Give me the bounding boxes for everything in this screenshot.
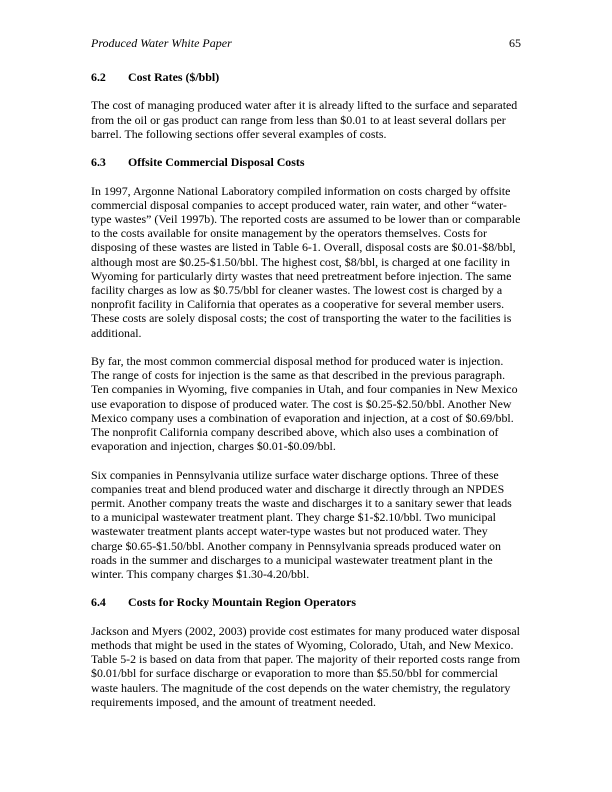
paragraph: Jackson and Myers (2002, 2003) provide cost estimates for many produced water disposal methods that might be used in the states of Wyoming, Colorado, Utah, and New Mexico. Table 5-2 is based on data from that paper. The majority of their reported costs range from $0.01/bbl for surface discharge or evaporation to more than $5.50/bbl for commercial waste haulers. The magnitude of the cost depends on the water chemistry, the regulatory requirements imposed, and the amount of treatment needed. — [91, 623, 521, 709]
section-title: Cost Rates ($/bbl) — [128, 70, 220, 84]
section-number: 6.4 — [91, 595, 106, 610]
section-number: 6.3 — [91, 155, 106, 170]
section-heading-6-2 — [91, 70, 522, 84]
page-number: 65 — [509, 36, 521, 50]
section-title: Offsite Commercial Disposal Costs — [128, 155, 305, 170]
page-body — [91, 70, 522, 723]
paragraph: The cost of managing produced water after it is already lifted to the surface and separated from the oil or gas product can range from less than $0.01 to at least several dollars per barrel. The following sections offer several examples of costs. — [91, 98, 518, 141]
section-number: 6.2 — [91, 70, 106, 84]
paragraph: By far, the most common commercial disposal method for produced water is injection. The range of costs for injection is the same as that described in the previous paragraph. Ten companies in Wyoming, five companies in Utah, and four companies in New Mexico use evaporation to dispose of produced water. The cost is $0.25-$2.50/bbl. Another New Mexico company uses a combination of evaporation and injection, at a cost of $0.69/bbl. The nonprofit California company described above, which also uses a combination of evaporation and injection, charges $0.01-$0.09/bbl. — [91, 354, 518, 454]
paragraph: Six companies in Pennsylvania utilize surface water discharge options. Three of these companies treat and blend produced water and discharge it directly through an NPDES permit. Another company treats the waste and discharges it to a sanitary sewer that leads to a municipal wastewater treatment plant. They charge $1-$2.10/bbl. Two municipal wastewater treatment plants accept water-type wastes but not produced water. They charge $0.65-$1.50/bbl. Another company in Pennsylvania spreads produced water on roads in the summer and discharges to a municipal wastewater treatment plant in the winter. This company charges $1.30-4.20/bbl. — [91, 467, 512, 582]
section-heading-6-4 — [91, 595, 522, 609]
section-title: Costs for Rocky Mountain Region Operators — [128, 595, 357, 610]
section-heading-6-3 — [91, 155, 522, 169]
running-title: Produced Water White Paper — [91, 36, 232, 50]
paragraph: In 1997, Argonne National Laboratory compiled information on costs charged by offsite commercial disposal companies to accept produced water, rain water, and other “water-type wastes” (Veil 1997b). The reported costs are assumed to be lower than or comparable to the costs available for onsite management by the operators themselves. Costs for disposing of these wastes are listed in Table 6-1. Overall, disposal costs are $0.01-$8/bbl, although most are $0.25-$1.50/bbl. The highest cost, $8/bbl, is charged at one facility in Wyoming for particularly dirty wastes that need pretreatment before injection. The same facility charges as low as $0.75/bbl for cleaner wastes. The lowest cost is charged by a nonprofit facility in California that operates as a cooperative for several member users. These costs are solely disposal costs; the cost of transporting the water to the facilities is additional. — [91, 183, 521, 340]
page-header — [91, 36, 521, 51]
